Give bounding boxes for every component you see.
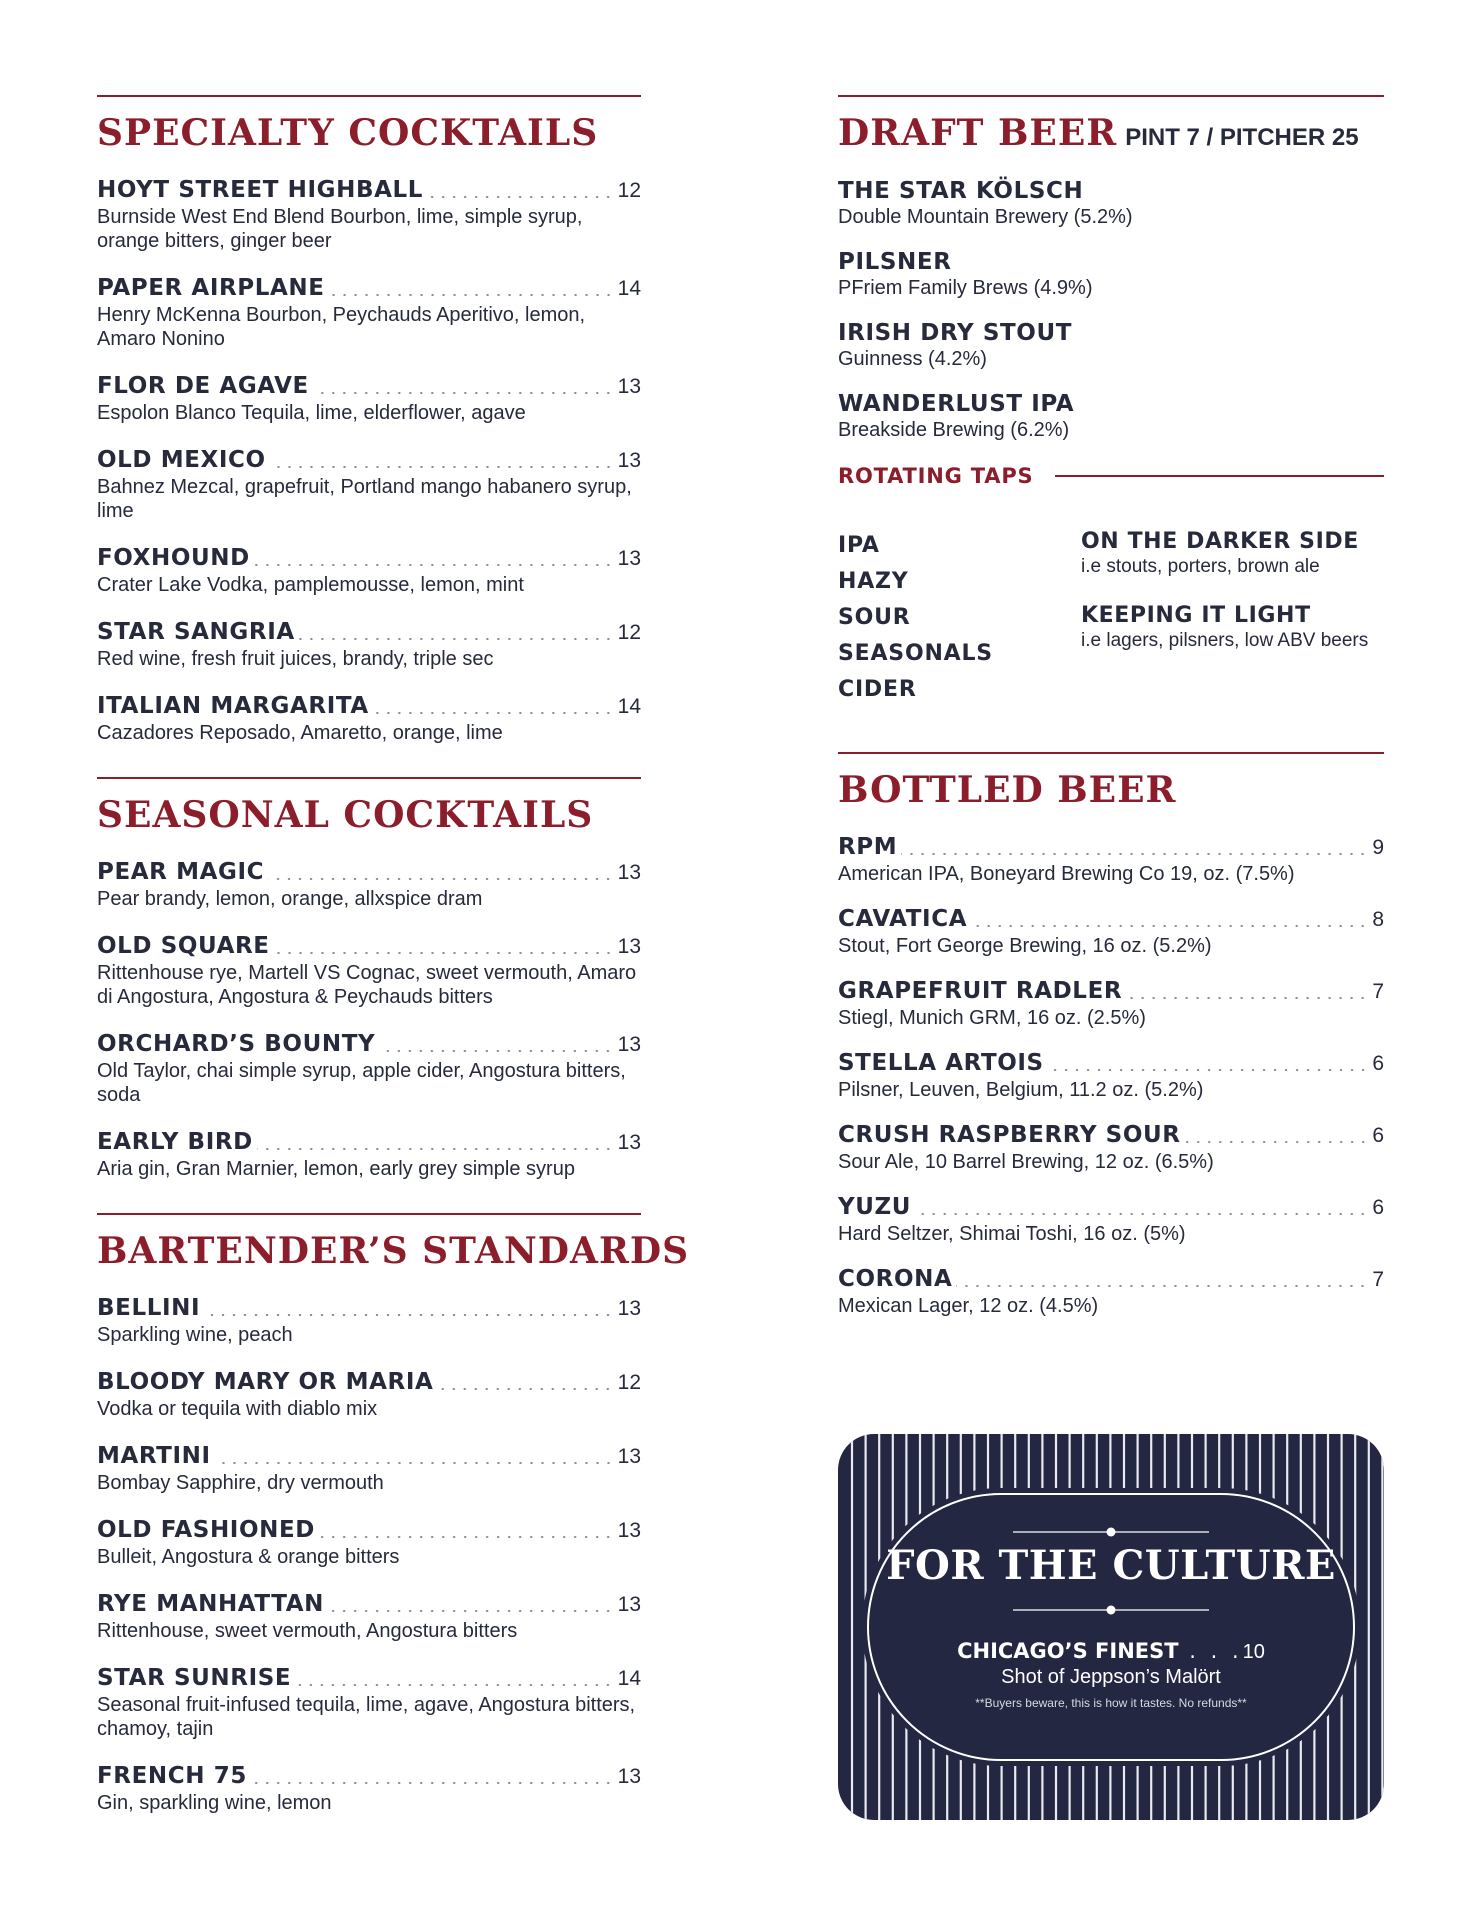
menu-item-header [97, 545, 641, 572]
menu-item-header [97, 1591, 641, 1618]
dot-leader [329, 294, 614, 296]
menu-item-header [838, 1266, 1384, 1293]
menu-item [97, 1031, 641, 1107]
menu-item-header [838, 834, 1384, 861]
rotating-group-description: i.e lagers, pilsners, low ABV beers [1081, 630, 1369, 651]
rotating-group [1081, 602, 1368, 652]
menu-item-description: Seasonal fruit-infused tequila, lime, agave, Angostura bitters, chamoy, tajin [97, 1694, 636, 1740]
menu-item-description: Mexican Lager, 12 oz. (4.5%) [838, 1295, 1099, 1317]
menu-item-header [97, 859, 641, 886]
menu-item-price: 7 [1372, 1268, 1384, 1291]
menu-item-price: 14 [617, 277, 641, 300]
bartenders-standards-list [97, 1295, 641, 1815]
rotating-taps-header [838, 464, 1384, 488]
menu-item-name: WANDERLUST IPA [838, 391, 1075, 417]
dot-leader [270, 466, 614, 468]
menu-item [838, 391, 1384, 442]
menu-item [838, 906, 1384, 958]
menu-item-price: 13 [617, 1297, 641, 1320]
menu-item-header [97, 1763, 641, 1790]
dot-leader [215, 1462, 614, 1464]
menu-item-price: 13 [617, 1033, 641, 1056]
menu-item-description: Vodka or tequila with diablo mix [97, 1398, 378, 1420]
menu-item-description: Stiegl, Munich GRM, 16 oz. (2.5%) [838, 1007, 1146, 1029]
menu-item-header [97, 933, 641, 960]
menu-item [838, 178, 1384, 229]
rotating-group-name: ON THE DARKER SIDE [1081, 529, 1359, 554]
menu-item-price: 13 [617, 449, 641, 472]
menu-item [838, 978, 1384, 1030]
bottled-beer-section [838, 752, 1384, 1318]
seasonal-cocktails-list [97, 859, 641, 1181]
menu-item [97, 1763, 641, 1815]
menu-item-header [838, 320, 1384, 346]
dot-leader [254, 564, 614, 566]
menu-item-name: CRUSH RASPBERRY SOUR [838, 1122, 1181, 1148]
rotating-taps-styles [838, 528, 1081, 708]
menu-item-name: PILSNER [838, 249, 952, 275]
menu-item-header [838, 906, 1384, 933]
dot-leader [295, 1684, 613, 1686]
menu-item-description: Pear brandy, lemon, orange, allxspice dram [97, 888, 483, 910]
menu-item [97, 1369, 641, 1421]
menu-item-price: 13 [617, 935, 641, 958]
menu-item [97, 447, 641, 523]
menu-item-description: Rittenhouse rye, Martell VS Cognac, sweet vermouth, Amaro di Angostura, Angostura & Peychauds bitters [97, 962, 637, 1008]
menu-item-description: American IPA, Boneyard Brewing Co 19, oz. (7.5%) [838, 863, 1295, 885]
menu-item-description: Pilsner, Leuven, Belgium, 11.2 oz. (5.2%) [838, 1079, 1204, 1101]
specialty-cocktails-list [97, 177, 641, 745]
menu-item-header [838, 1122, 1384, 1149]
menu-item-price: 13 [617, 861, 641, 884]
menu-item [97, 619, 641, 671]
menu-item-name: THE STAR KÖLSCH [838, 178, 1084, 204]
menu-item [97, 545, 641, 597]
menu-item-price: 13 [617, 1765, 641, 1788]
dot-leader [1126, 997, 1368, 999]
menu-item-price: 13 [617, 375, 641, 398]
menu-item-description: Aria gin, Gran Marnier, lemon, early grey simple syrup [97, 1158, 575, 1180]
menu-item-price: 6 [1372, 1124, 1384, 1147]
menu-item [838, 1194, 1384, 1246]
seasonal-cocktails-section [97, 777, 641, 1181]
menu-item-name: BELLINI [97, 1295, 201, 1321]
rotating-group-name: KEEPING IT LIGHT [1081, 603, 1311, 628]
dot-leader [313, 392, 614, 394]
menu-item-name: ORCHARD’S BOUNTY [97, 1031, 376, 1057]
menu-item-header [97, 1295, 641, 1322]
menu-item [838, 249, 1384, 300]
dot-leader [257, 1148, 614, 1150]
menu-item-price: 13 [617, 1593, 641, 1616]
menu-item-header [838, 1194, 1384, 1221]
menu-item-header [838, 249, 1384, 275]
menu-item [838, 320, 1384, 371]
menu-item-header [838, 978, 1384, 1005]
rotating-style: CIDER [838, 677, 917, 702]
dot-leader [956, 1285, 1368, 1287]
rotating-taps-groups [1081, 528, 1368, 708]
menu-item-name: EARLY BIRD [97, 1129, 253, 1155]
specialty-cocktails-section [97, 95, 641, 745]
menu-item-header [97, 619, 641, 646]
section-divider [838, 752, 1384, 754]
menu-item-description: Sparkling wine, peach [97, 1324, 293, 1346]
draft-pricing: PINT 7 / PITCHER 25 [1125, 124, 1359, 151]
menu-item-header [97, 1129, 641, 1156]
right-column [838, 95, 1384, 1338]
menu-item-header [97, 373, 641, 400]
bartenders-standards-section [97, 1213, 690, 1815]
menu-item-header [97, 275, 641, 302]
section-title [838, 111, 1384, 160]
menu-item-name: PEAR MAGIC [97, 859, 265, 885]
menu-item-header [97, 447, 641, 474]
menu-item-description: Gin, sparkling wine, lemon [97, 1792, 332, 1814]
menu-item-name: IRISH DRY STOUT [838, 320, 1073, 346]
menu-item-name: CAVATICA [838, 906, 968, 932]
promo-item [838, 1639, 1384, 1664]
menu-item-description: PFriem Family Brews (4.9%) [838, 277, 1093, 299]
menu-item-price: 8 [1372, 908, 1384, 931]
menu-item-description: Espolon Blanco Tequila, lime, elderflower, agave [97, 402, 526, 424]
menu-item [838, 1266, 1384, 1318]
menu-item-description: Sour Ale, 10 Barrel Brewing, 12 oz. (6.5%) [838, 1151, 1214, 1173]
rotating-taps-title: ROTATING TAPS [838, 464, 1034, 488]
promo-disclaimer: **Buyers beware, this is how it tastes. No refunds** [975, 1696, 1247, 1710]
rotating-taps-grid [838, 528, 1384, 708]
promo-item-name: CHICAGO’S FINEST [957, 1639, 1179, 1663]
draft-beer-list [838, 178, 1384, 442]
menu-item [838, 834, 1384, 886]
menu-item [97, 1443, 641, 1495]
menu-item-header [97, 1443, 641, 1470]
menu-item-description: Old Taylor, chai simple syrup, apple cider, Angostura bitters, soda [97, 1060, 626, 1106]
draft-title: DRAFT BEER [838, 112, 1118, 154]
menu-item-price: 13 [617, 1445, 641, 1468]
menu-item-name: BLOODY MARY OR MARIA [97, 1369, 434, 1395]
promo-content [838, 1434, 1384, 1820]
rotating-group-description: i.e stouts, porters, brown ale [1081, 556, 1320, 577]
menu-item-price: 14 [617, 1667, 641, 1690]
menu-item-price: 6 [1372, 1196, 1384, 1219]
menu-item-description: Bombay Sapphire, dry vermouth [97, 1472, 384, 1494]
menu-item-name: FOXHOUND [97, 545, 250, 571]
dot-leader [274, 952, 614, 954]
menu-item-name: HOYT STREET HIGHBALL [97, 177, 423, 203]
promo-card [838, 1434, 1384, 1820]
dot-leader [901, 853, 1368, 855]
menu-item-price: 12 [617, 1371, 641, 1394]
section-title: SEASONAL COCKTAILS [97, 794, 594, 836]
dot-leader [1185, 1141, 1369, 1143]
menu-item [97, 1295, 641, 1347]
rotating-taps-divider [1055, 475, 1384, 477]
menu-item [97, 373, 641, 425]
section-title: SPECIALTY COCKTAILS [97, 112, 599, 154]
menu-item-price: 13 [617, 1519, 641, 1542]
dot-leader [328, 1610, 614, 1612]
menu-item-header [97, 1369, 641, 1396]
menu-item-description: Cazadores Reposado, Amaretto, orange, lime [97, 722, 503, 744]
promo-price: 10 [1242, 1641, 1265, 1663]
menu-item-price: 6 [1372, 1052, 1384, 1075]
menu-item-description: Henry McKenna Bourbon, Peychauds Aperitivo, lemon, Amaro Nonino [97, 304, 586, 350]
menu-item [97, 1517, 641, 1569]
menu-item [97, 275, 641, 351]
menu-item-name: OLD MEXICO [97, 447, 266, 473]
dot-leader [204, 1314, 614, 1316]
menu-item-name: STAR SUNRISE [97, 1665, 292, 1691]
menu-item-name: OLD SQUARE [97, 933, 270, 959]
rotating-group [1081, 528, 1368, 578]
dot-leader [971, 925, 1368, 927]
menu-item-description: Double Mountain Brewery (5.2%) [838, 206, 1133, 228]
menu-item [97, 1591, 641, 1643]
dot-leader [299, 638, 614, 640]
promo-title: FOR THE CULTURE [886, 1542, 1336, 1589]
menu-item [97, 1665, 641, 1741]
menu-item [97, 933, 641, 1009]
menu-item-name: RYE MANHATTAN [97, 1591, 324, 1617]
menu-item-name: FLOR DE AGAVE [97, 373, 309, 399]
promo-dots: . . . [1178, 1639, 1243, 1663]
section-divider [97, 777, 641, 779]
menu-item-name: OLD FASHIONED [97, 1517, 315, 1543]
promo-description: Shot of Jeppson’s Malört [1001, 1666, 1221, 1688]
rotating-style: IPA [838, 533, 880, 558]
menu-item-header [97, 177, 641, 204]
menu-item-header [838, 178, 1384, 204]
dot-leader [319, 1536, 614, 1538]
section-divider [97, 95, 641, 97]
menu-item-description: Crater Lake Vodka, pamplemousse, lemon, mint [97, 574, 524, 596]
dot-leader [1048, 1069, 1369, 1071]
menu-item [97, 693, 641, 745]
section-divider [838, 95, 1384, 97]
menu-item-description: Stout, Fort George Brewing, 16 oz. (5.2%) [838, 935, 1212, 957]
rotating-style: SEASONALS [838, 641, 993, 666]
menu-item-price: 13 [617, 1131, 641, 1154]
menu-item-header [838, 1050, 1384, 1077]
menu-item-description: Bahnez Mezcal, grapefruit, Portland mango habanero syrup, lime [97, 476, 632, 522]
dot-leader [427, 196, 614, 198]
menu-item [838, 1050, 1384, 1102]
menu-item-price: 14 [617, 695, 641, 718]
menu-item-header [97, 1031, 641, 1058]
menu-item-description: Guinness (4.2%) [838, 348, 987, 370]
menu-item-name: ITALIAN MARGARITA [97, 693, 369, 719]
menu-item-header [97, 1517, 641, 1544]
menu-item-description: Hard Seltzer, Shimai Toshi, 16 oz. (5%) [838, 1223, 1186, 1245]
dot-leader [373, 712, 614, 714]
menu-item-description: Red wine, fresh fruit juices, brandy, triple sec [97, 648, 494, 670]
menu-item-name: FRENCH 75 [97, 1763, 247, 1789]
rotating-style: HAZY [838, 569, 909, 594]
menu-item-header [838, 391, 1384, 417]
menu-item [97, 859, 641, 911]
menu-item-name: PAPER AIRPLANE [97, 275, 325, 301]
menu-item-price: 7 [1372, 980, 1384, 1003]
left-column [97, 95, 690, 1837]
menu-item-price: 9 [1372, 836, 1384, 859]
menu-item-header [97, 693, 641, 720]
menu-item [838, 1122, 1384, 1174]
bottled-beer-list [838, 834, 1384, 1318]
menu-item-description: Burnside West End Blend Bourbon, lime, simple syrup, orange bitters, ginger beer [97, 206, 583, 252]
menu-item-description: Breakside Brewing (6.2%) [838, 419, 1070, 441]
menu-item-name: MARTINI [97, 1443, 211, 1469]
menu-item-name: STAR SANGRIA [97, 619, 295, 645]
section-divider [97, 1213, 641, 1215]
dot-leader [437, 1388, 613, 1390]
section-title: BOTTLED BEER [838, 769, 1177, 811]
rotating-style: SOUR [838, 605, 911, 630]
dot-leader [379, 1050, 613, 1052]
menu-item-price: 12 [617, 179, 641, 202]
menu-item-description: Rittenhouse, sweet vermouth, Angostura bitters [97, 1620, 518, 1642]
menu-item-price: 12 [617, 621, 641, 644]
dot-leader [915, 1213, 1368, 1215]
section-title: BARTENDER’S STANDARDS [97, 1230, 690, 1272]
menu-item [97, 177, 641, 253]
dot-leader [251, 1782, 614, 1784]
menu-item-name: GRAPEFRUIT RADLER [838, 978, 1123, 1004]
menu-item [97, 1129, 641, 1181]
menu-item-name: YUZU [838, 1194, 912, 1220]
menu-item-price: 13 [617, 547, 641, 570]
menu-item-name: RPM [838, 834, 898, 860]
menu-item-header [97, 1665, 641, 1692]
menu-item-name: STELLA ARTOIS [838, 1050, 1044, 1076]
menu-item-name: CORONA [838, 1266, 953, 1292]
draft-beer-section [838, 95, 1384, 708]
menu-item-description: Bulleit, Angostura & orange bitters [97, 1546, 400, 1568]
dot-leader [268, 878, 614, 880]
